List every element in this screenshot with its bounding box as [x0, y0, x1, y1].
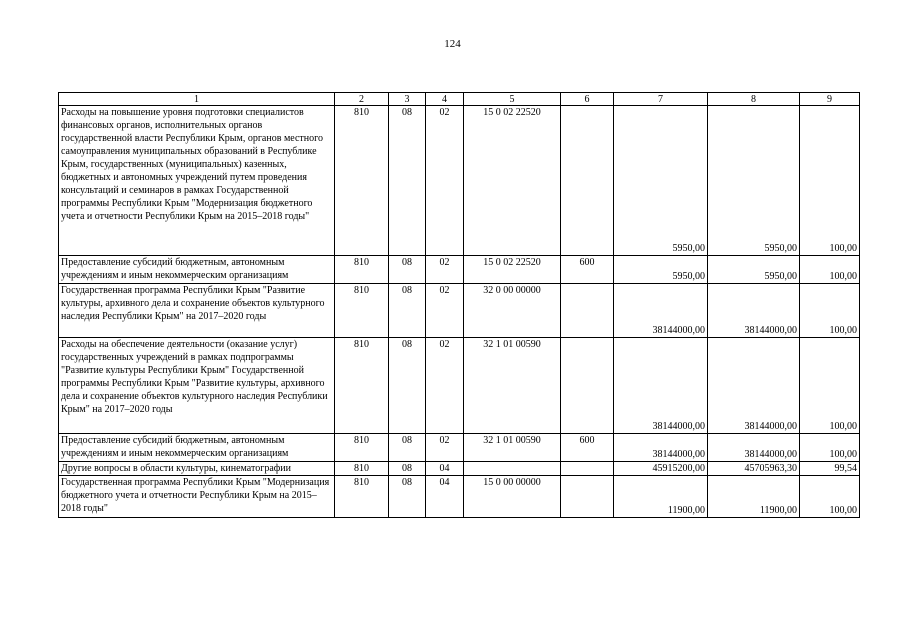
- cell-section: 08: [389, 476, 426, 518]
- cell-expense-type: [561, 476, 614, 518]
- cell-actual: 5950,00: [708, 256, 800, 284]
- cell-subsection: 02: [426, 434, 464, 462]
- cell-expense-type: 600: [561, 256, 614, 284]
- row-name: Государственная программа Республики Крым "Развитие культуры, архивного дела и сохранение объектов культурного наследия Республики Крым" на 2017–2020 годы: [59, 284, 335, 338]
- cell-expense-type: [561, 338, 614, 434]
- cell-target-article: 15 0 02 22520: [464, 256, 561, 284]
- cell-subsection: 04: [426, 462, 464, 476]
- cell-actual: 38144000,00: [708, 434, 800, 462]
- column-number: 1: [59, 93, 335, 106]
- cell-percent: 100,00: [800, 476, 860, 518]
- row-name: Государственная программа Республики Крым "Модернизация бюджетного учета и отчетности Республики Крым на 2015–2018 годы": [59, 476, 335, 518]
- cell-subsection: 04: [426, 476, 464, 518]
- column-number: 6: [561, 93, 614, 106]
- cell-code: 810: [335, 434, 389, 462]
- cell-section: 08: [389, 462, 426, 476]
- cell-subsection: 02: [426, 338, 464, 434]
- cell-actual: 45705963,30: [708, 462, 800, 476]
- cell-plan: 38144000,00: [614, 284, 708, 338]
- cell-code: 810: [335, 284, 389, 338]
- row-name: Расходы на обеспечение деятельности (оказание услуг) государственных учреждений в рамках подпрограммы "Развитие культуры Республики Крым" Государственной программы Республики Крым "Развитие культуры, архивного дела и сохранение объектов культурного наследия Республики Крым" на 2017–2020 годы: [59, 338, 335, 434]
- cell-plan: 45915200,00: [614, 462, 708, 476]
- table-row: [59, 434, 860, 462]
- cell-actual: 38144000,00: [708, 284, 800, 338]
- cell-plan: 5950,00: [614, 256, 708, 284]
- cell-code: 810: [335, 476, 389, 518]
- column-number: 9: [800, 93, 860, 106]
- cell-target-article: 15 0 00 00000: [464, 476, 561, 518]
- cell-target-article: 32 1 01 00590: [464, 434, 561, 462]
- cell-plan: 38144000,00: [614, 338, 708, 434]
- cell-target-article: 15 0 02 22520: [464, 106, 561, 256]
- row-name: Расходы на повышение уровня подготовки специалистов финансовых органов, исполнительных органов государственной власти Республики Крым, органов местного самоуправления муниципальных образований в Республике Крым, государственных (муниципальных) казенных, бюджетных и автономных учреждений путем проведения консультаций и семинаров в рамках Государственной программы Республики Крым "Модернизация бюджетного учета и отчетности Республики Крым на 2015–2018 годы": [59, 106, 335, 256]
- cell-section: 08: [389, 106, 426, 256]
- cell-subsection: 02: [426, 106, 464, 256]
- cell-plan: 11900,00: [614, 476, 708, 518]
- table-row: [59, 476, 860, 518]
- row-name: Другие вопросы в области культуры, кинематографии: [59, 462, 335, 476]
- cell-subsection: 02: [426, 284, 464, 338]
- column-number-row: [59, 93, 860, 106]
- column-number: 8: [708, 93, 800, 106]
- row-name: Предоставление субсидий бюджетным, автономным учреждениям и иным некоммерческим организациям: [59, 434, 335, 462]
- cell-target-article: 32 1 01 00590: [464, 338, 561, 434]
- cell-expense-type: [561, 106, 614, 256]
- column-number: 2: [335, 93, 389, 106]
- cell-expense-type: [561, 284, 614, 338]
- table-row: [59, 256, 860, 284]
- column-number: 7: [614, 93, 708, 106]
- cell-percent: 99,54: [800, 462, 860, 476]
- page-number: 124: [444, 38, 461, 50]
- cell-section: 08: [389, 338, 426, 434]
- cell-percent: 100,00: [800, 338, 860, 434]
- cell-expense-type: 600: [561, 434, 614, 462]
- table-row: [59, 462, 860, 476]
- cell-section: 08: [389, 284, 426, 338]
- cell-actual: 38144000,00: [708, 338, 800, 434]
- cell-code: 810: [335, 462, 389, 476]
- cell-percent: 100,00: [800, 256, 860, 284]
- cell-code: 810: [335, 338, 389, 434]
- cell-target-article: [464, 462, 561, 476]
- cell-actual: 11900,00: [708, 476, 800, 518]
- budget-table: [58, 92, 860, 518]
- cell-percent: 100,00: [800, 434, 860, 462]
- cell-section: 08: [389, 434, 426, 462]
- cell-percent: 100,00: [800, 284, 860, 338]
- cell-section: 08: [389, 256, 426, 284]
- column-number: 5: [464, 93, 561, 106]
- cell-percent: 100,00: [800, 106, 860, 256]
- column-number: 3: [389, 93, 426, 106]
- cell-plan: 5950,00: [614, 106, 708, 256]
- row-name: Предоставление субсидий бюджетным, автономным учреждениям и иным некоммерческим организациям: [59, 256, 335, 284]
- cell-expense-type: [561, 462, 614, 476]
- table-row: [59, 338, 860, 434]
- cell-actual: 5950,00: [708, 106, 800, 256]
- cell-code: 810: [335, 106, 389, 256]
- cell-target-article: 32 0 00 00000: [464, 284, 561, 338]
- column-number: 4: [426, 93, 464, 106]
- table-row: [59, 284, 860, 338]
- cell-code: 810: [335, 256, 389, 284]
- table-row: [59, 106, 860, 256]
- cell-subsection: 02: [426, 256, 464, 284]
- cell-plan: 38144000,00: [614, 434, 708, 462]
